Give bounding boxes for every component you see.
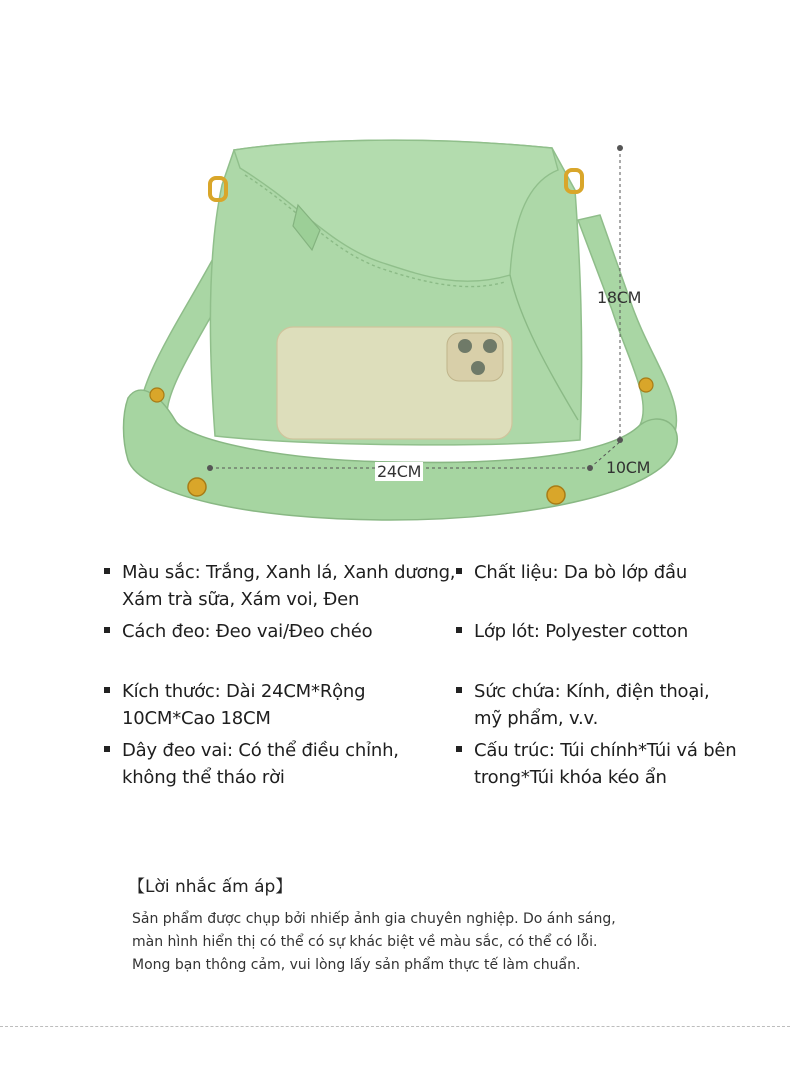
note-body: Sản phẩm được chụp bởi nhiếp ảnh gia chuyên nghiệp. Do ánh sáng, màn hình hiển thị có thể có sự khác biệt về màu sắc, có thể có lỗi. Mong bạn thông cảm, vui lòng lấy sản phẩm thực tế làm chuẩn. xyxy=(132,911,616,973)
strap-rivet xyxy=(188,478,206,496)
spec-structure: Cấu trúc: Túi chính*Túi vá bên trong*Túi khóa kéo ẩn xyxy=(456,737,737,791)
spec-capacity: Sức chứa: Kính, điện thoại, mỹ phẩm, v.v. xyxy=(456,678,710,732)
product-image xyxy=(0,0,790,530)
bullet-icon xyxy=(104,687,110,693)
spec-color: Màu sắc: Trắng, Xanh lá, Xanh dương, Xám trà sữa, Xám voi, Đen xyxy=(104,559,455,613)
depth-label: 10CM xyxy=(606,458,651,477)
bullet-icon xyxy=(456,746,462,752)
strap-rivet xyxy=(547,486,565,504)
camera-lens xyxy=(471,361,485,375)
bullet-icon xyxy=(104,746,110,752)
spec-strap: Dây đeo vai: Có thể điều chỉnh, không thể tháo rời xyxy=(104,737,399,791)
spec-carry: Cách đeo: Đeo vai/Đeo chéo xyxy=(104,618,372,645)
spec-lining: Lớp lót: Polyester cotton xyxy=(456,618,688,645)
height-label: 18CM xyxy=(597,288,642,307)
width-label: 24CM xyxy=(377,462,422,481)
bullet-icon xyxy=(456,627,462,633)
bullet-icon xyxy=(104,568,110,574)
strap-rivet xyxy=(639,378,653,392)
bullet-icon xyxy=(456,687,462,693)
spec-size: Kích thước: Dài 24CM*Rộng 10CM*Cao 18CM xyxy=(104,678,365,732)
camera-lens xyxy=(483,339,497,353)
spec-material: Chất liệu: Da bò lớp đầu xyxy=(456,559,687,586)
divider xyxy=(0,1026,790,1027)
camera-lens xyxy=(458,339,472,353)
bullet-icon xyxy=(104,627,110,633)
strap-rivet xyxy=(150,388,164,402)
bullet-icon xyxy=(456,568,462,574)
note-title: 【Lời nhắc ấm áp】 xyxy=(128,877,293,897)
